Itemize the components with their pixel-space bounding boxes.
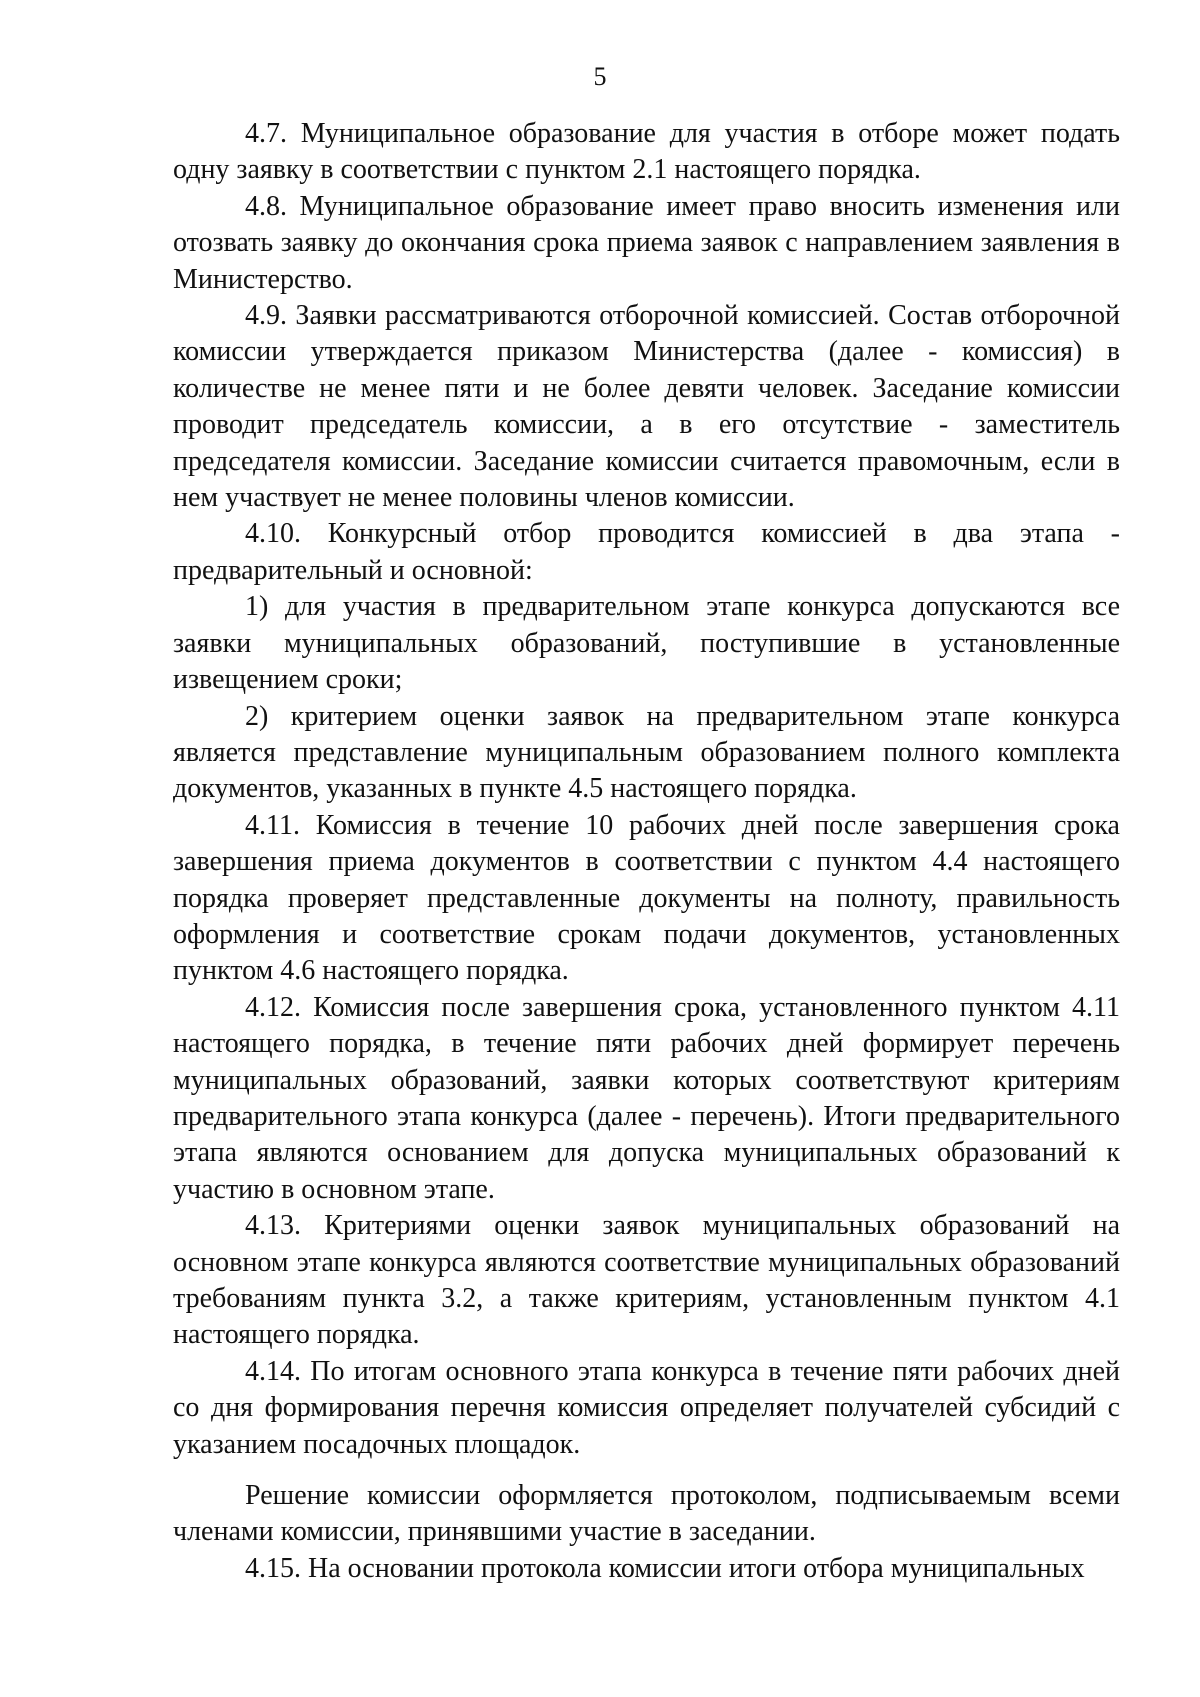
paragraph-4-13: 4.13. Критериями оценки заявок муниципальных образований на основном этапе конкурса являются соответствие муниципальных образований требованиям пункта 3.2, а также критериям, установленным пунктом 4.1 настоящего порядка. (173, 1210, 1120, 1351)
list-item-1: 1) для участия в предварительном этапе конкурса допускаются все заявки муниципальных образований, поступившие в установленные извещением сроки; (173, 591, 1120, 696)
paragraph-4-15: 4.15. На основании протокола комиссии итоги отбора муниципальных (245, 1552, 1085, 1584)
page-number: 5 (593, 62, 607, 91)
paragraph-4-8: 4.8. Муниципальное образование имеет право вносить изменения или отозвать заявку до окончания срока приема заявок с направлением заявления в Министерство. (173, 190, 1120, 295)
paragraph-4-14: 4.14. По итогам основного этапа конкурса в течение пяти рабочих дней со дня формирования перечня комиссия определяет получателей субсидий с указанием посадочных площадок. (173, 1355, 1120, 1460)
paragraph-decision: Решение комиссии оформляется протоколом, подписываемым всеми членами комиссии, принявшими участие в заседании. (173, 1480, 1120, 1548)
paragraph-4-9: 4.9. Заявки рассматриваются отборочной комиссией. Состав отборочной комиссии утверждается приказом Министерства (далее - комиссия) в количестве не менее пяти и не более девяти человек. Заседание комиссии проводит председатель комиссии, а в его отсутствие - заместитель председателя комиссии. Заседание комиссии считается правомочным, если в нем участвует не менее половины членов комиссии. (173, 300, 1120, 514)
paragraph-4-11: 4.11. Комиссия в течение 10 рабочих дней после завершения срока завершения приема документов в соответствии с пунктом 4.4 настоящего порядка проверяет представленные документы на полноту, правильность оформления и соответствие срокам подачи документов, установленных пунктом 4.6 настоящего порядка. (173, 809, 1120, 987)
document-body (173, 116, 1120, 1587)
paragraph-4-12: 4.12. Комиссия после завершения срока, установленного пунктом 4.11 настоящего порядка, в течение пяти рабочих дней формирует перечень муниципальных образований, заявки которых соответствуют критериям предварительного этапа конкурса (далее - перечень). Итоги предварительного этапа являются основанием для допуска муниципальных образований к участию в основном этапе. (173, 991, 1120, 1205)
paragraph-4-7: 4.7. Муниципальное образование для участия в отборе может подать одну заявку в соответствии с пунктом 2.1 настоящего порядка. (173, 118, 1120, 186)
list-item-2: 2) критерием оценки заявок на предварительном этапе конкурса является представление муниципальным образованием полного комплекта документов, указанных в пункте 4.5 настоящего порядка. (173, 700, 1120, 805)
paragraph-4-10: 4.10. Конкурсный отбор проводится комиссией в два этапа - предварительный и основной: (173, 518, 1120, 586)
